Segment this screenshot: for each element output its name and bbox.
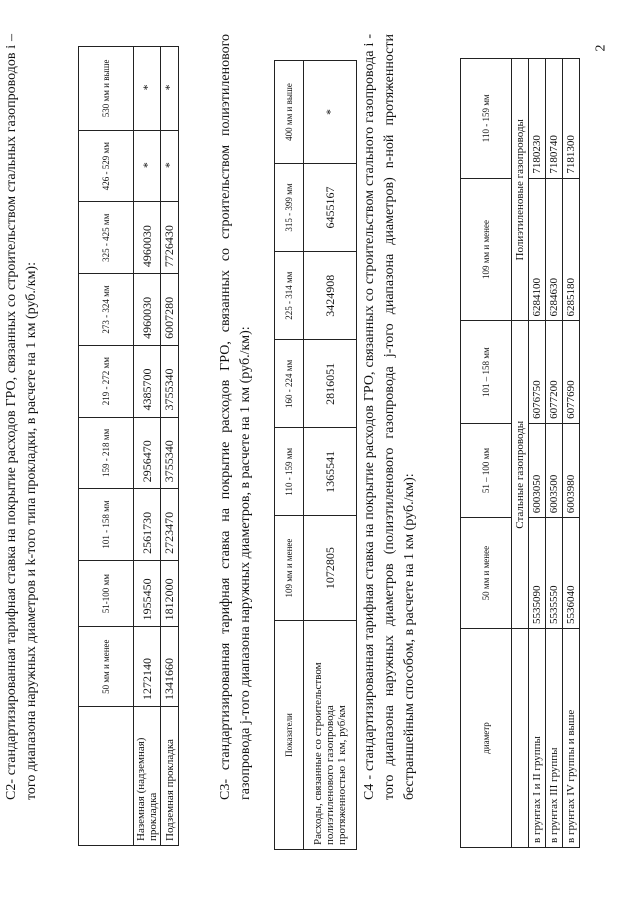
c2-cell: * xyxy=(134,47,161,131)
c4-cell: 7180230 xyxy=(529,59,546,179)
c4-header-cell: 51 – 100 мм xyxy=(461,423,512,517)
c2-header-cell xyxy=(79,707,134,846)
c3-row-label: Расходы, связанные со строительством полиэтиленового газопровода протяженностью 1 км, руб/км xyxy=(304,621,357,850)
c2-cell: * xyxy=(134,130,161,202)
c3-header-cell: 160 - 224 мм xyxy=(275,340,304,428)
c4-header-cell: 110 - 159 мм xyxy=(461,59,512,179)
c3-paragraph: С3- стандартизированная тарифная ставка на покрытие расходов ГРО, связанных со строительством полиэтиленового газопровода j-того диапазона наружных диаметров, в расчете на 1 км (руб./км): xyxy=(218,34,253,800)
section-c2 xyxy=(0,20,176,880)
c2-cell: 3755340 xyxy=(161,345,179,417)
c3-header-cell: 109 мм и менее xyxy=(275,516,304,621)
section-c4 xyxy=(360,20,577,880)
c4-cell: 5535550 xyxy=(546,518,563,629)
c4-row-label: в грунтах IV группы и выше xyxy=(563,629,580,848)
table-header-row xyxy=(461,59,512,848)
c2-cell: * xyxy=(161,130,179,202)
table-row xyxy=(546,59,563,848)
c2-row-label: Подземная прокладка xyxy=(161,707,179,846)
c4-cell: 7181300 xyxy=(563,59,580,179)
c4-cell: 5536040 xyxy=(563,518,580,629)
c2-paragraph: С2- стандартизированная тарифная ставка на покрытие расходов ГРО, связанных со строительством стальных газопроводов i – того диапазона наружных диаметров и k-того типа прокладки, в расчете на 1 км (руб./км): xyxy=(4,34,39,800)
table-row xyxy=(161,47,179,846)
c2-cell: 4960030 xyxy=(134,202,161,274)
c2-header-cell: 50 мм и менее xyxy=(79,627,134,707)
c4-group-poly: Полиэтиленовые газопроводы xyxy=(512,59,529,322)
table-row xyxy=(529,59,546,848)
c4-header-cell: 50 мм и менее xyxy=(461,518,512,629)
c2-table xyxy=(78,46,179,846)
c2-cell: 4960030 xyxy=(134,274,161,346)
c4-cell: 6285180 xyxy=(563,178,580,321)
rotated-document-body xyxy=(0,20,590,880)
c4-cell: 5535090 xyxy=(529,518,546,629)
table-header-row xyxy=(79,47,134,846)
c3-cell: 1072805 xyxy=(304,516,357,621)
c4-cell: 6284630 xyxy=(546,178,563,321)
c3-cell: * xyxy=(304,61,357,164)
c3-header-cell: Показатели xyxy=(275,621,304,850)
c3-cell: 1365541 xyxy=(304,428,357,516)
c2-cell: 4385700 xyxy=(134,345,161,417)
c4-header-cell: 101 – 158 мм xyxy=(461,321,512,423)
table-header-row xyxy=(275,61,304,850)
c3-table xyxy=(274,60,357,850)
c2-cell: 2561730 xyxy=(134,489,161,561)
c4-cell: 6003980 xyxy=(563,423,580,517)
c4-cell: 6077690 xyxy=(563,321,580,423)
c4-cell: 6003050 xyxy=(529,423,546,517)
c2-cell: 3755340 xyxy=(161,417,179,489)
c2-cell: 1812000 xyxy=(161,560,179,627)
c2-header-cell: 530 мм и выше xyxy=(79,47,134,131)
c4-cell: 6284100 xyxy=(529,178,546,321)
table-group-row xyxy=(512,59,529,848)
c2-cell: 1955450 xyxy=(134,560,161,627)
c3-cell: 6455167 xyxy=(304,163,357,251)
table-row xyxy=(563,59,580,848)
c2-header-cell: 159 - 218 мм xyxy=(79,417,134,489)
c4-table xyxy=(460,58,580,848)
c2-header-cell: 426 - 529 мм xyxy=(79,130,134,202)
c4-row-label: в грунтах III группы xyxy=(546,629,563,848)
table-row xyxy=(304,61,357,850)
c3-header-cell: 225 - 314 мм xyxy=(275,252,304,340)
c3-cell: 3424908 xyxy=(304,252,357,340)
c4-header-cell: 109 мм и менее xyxy=(461,178,512,321)
c2-row-label: Наземная (надземная) прокладка xyxy=(134,707,161,846)
c3-header-cell: 315 - 399 мм xyxy=(275,163,304,251)
c3-header-cell: 400 мм и выше xyxy=(275,61,304,164)
c4-group-empty-cell xyxy=(512,629,529,848)
c2-cell: 6007280 xyxy=(161,274,179,346)
c2-header-cell: 325 - 425 мм xyxy=(79,202,134,274)
c2-header-cell: 273 - 324 мм xyxy=(79,274,134,346)
c4-cell: 6076750 xyxy=(529,321,546,423)
c4-header-cell: диаметр xyxy=(461,629,512,848)
c2-cell: 1272140 xyxy=(134,627,161,707)
c2-cell: * xyxy=(161,47,179,131)
c4-cell: 6077200 xyxy=(546,321,563,423)
c2-header-cell: 219 - 272 мм xyxy=(79,345,134,417)
c4-cell: 7180740 xyxy=(546,59,563,179)
c4-row-label: в грунтах I и II группы xyxy=(529,629,546,848)
c2-cell: 2723470 xyxy=(161,489,179,561)
c4-paragraph: С4 - стандартизированная тарифная ставка на покрытие расходов ГРО, связанных со строительством стального газопровода i - того диапазона наружных диаметров (полиэтиленового газопровода j-того диапазона диаметров) n-ной протяженности бестраншейным способом, в расчете на 1 км (руб./км): xyxy=(362,34,417,800)
c2-cell: 7726430 xyxy=(161,202,179,274)
c3-header-cell: 110 - 159 мм xyxy=(275,428,304,516)
c2-header-cell: 101 - 158 мм xyxy=(79,489,134,561)
c2-cell: 2956470 xyxy=(134,417,161,489)
table-row xyxy=(134,47,161,846)
page-number: 2 xyxy=(593,44,609,52)
c4-group-steel: Стальные газопроводы xyxy=(512,321,529,629)
section-c3 xyxy=(216,20,348,880)
c3-cell: 2816051 xyxy=(304,340,357,428)
c2-header-cell: 51-100 мм xyxy=(79,560,134,627)
c4-cell: 6003500 xyxy=(546,423,563,517)
c2-cell: 1341660 xyxy=(161,627,179,707)
